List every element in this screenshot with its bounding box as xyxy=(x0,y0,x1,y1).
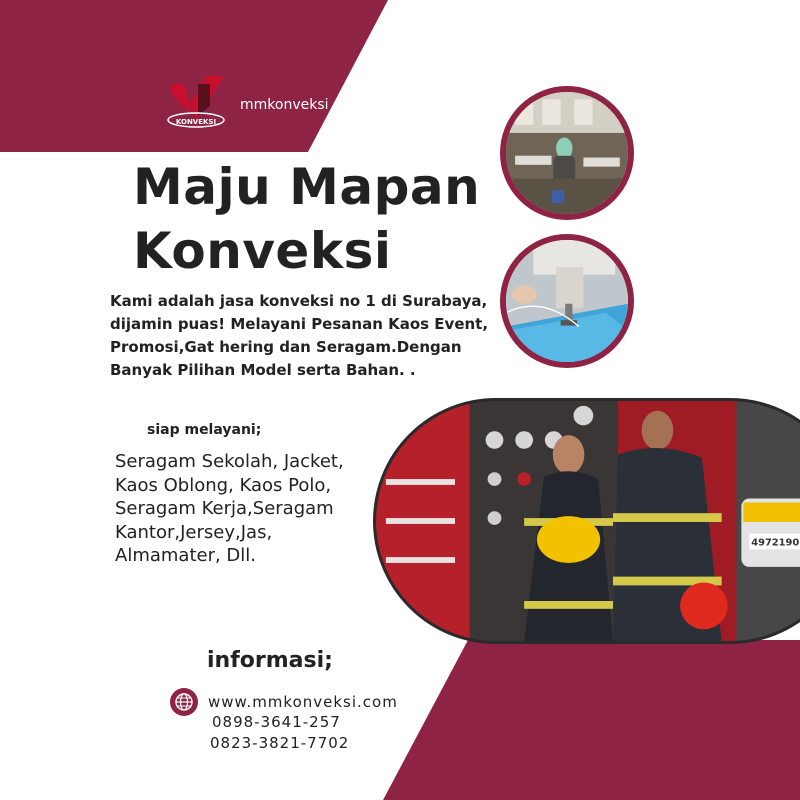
brand-logo xyxy=(166,70,228,130)
phone-number-2: 0823-3821-7702 xyxy=(210,734,350,752)
info-title: informasi; xyxy=(207,648,333,673)
sewing-machine-image xyxy=(506,240,628,362)
hero-photo xyxy=(373,398,800,644)
intro-paragraph: Kami adalah jasa konveksi no 1 di Surabaya, dijamin puas! Melayani Pesanan Kaos Event, Promosi,Gat hering dan Seragam.Dengan Banyak Pilihan Model serta Bahan. . xyxy=(110,292,489,379)
logo-mark-icon xyxy=(166,70,228,130)
phone-number-1: 0898-3641-257 xyxy=(212,713,341,731)
sewing-machine-photo xyxy=(500,234,634,368)
website-link[interactable]: www.mmkonveksi.com xyxy=(208,693,398,711)
title-line-2: Konveksi xyxy=(133,222,392,280)
globe-icon xyxy=(170,688,198,716)
sewing-workshop-image xyxy=(506,92,628,214)
workshop-photo xyxy=(500,86,634,220)
logo-text: KONVEKSI xyxy=(175,118,217,126)
services-label: siap melayani; xyxy=(147,422,262,438)
brand-name: mmkonveksi xyxy=(240,97,329,113)
services-list: Seragam Sekolah, Jacket, Kaos Oblong, Kaos Polo, Seragam Kerja,Seragam Kantor,Jersey,Jas, Almamater, Dll. xyxy=(115,451,344,566)
yellow-helmet-icon xyxy=(537,516,600,563)
red-helmet-icon xyxy=(680,582,727,629)
vehicle-plate: 4972190 xyxy=(751,537,800,549)
title-line-1: Maju Mapan xyxy=(133,158,481,216)
firefighters-image xyxy=(376,401,800,641)
bottom-right-maroon-shape xyxy=(383,640,800,800)
page-title xyxy=(133,155,480,283)
